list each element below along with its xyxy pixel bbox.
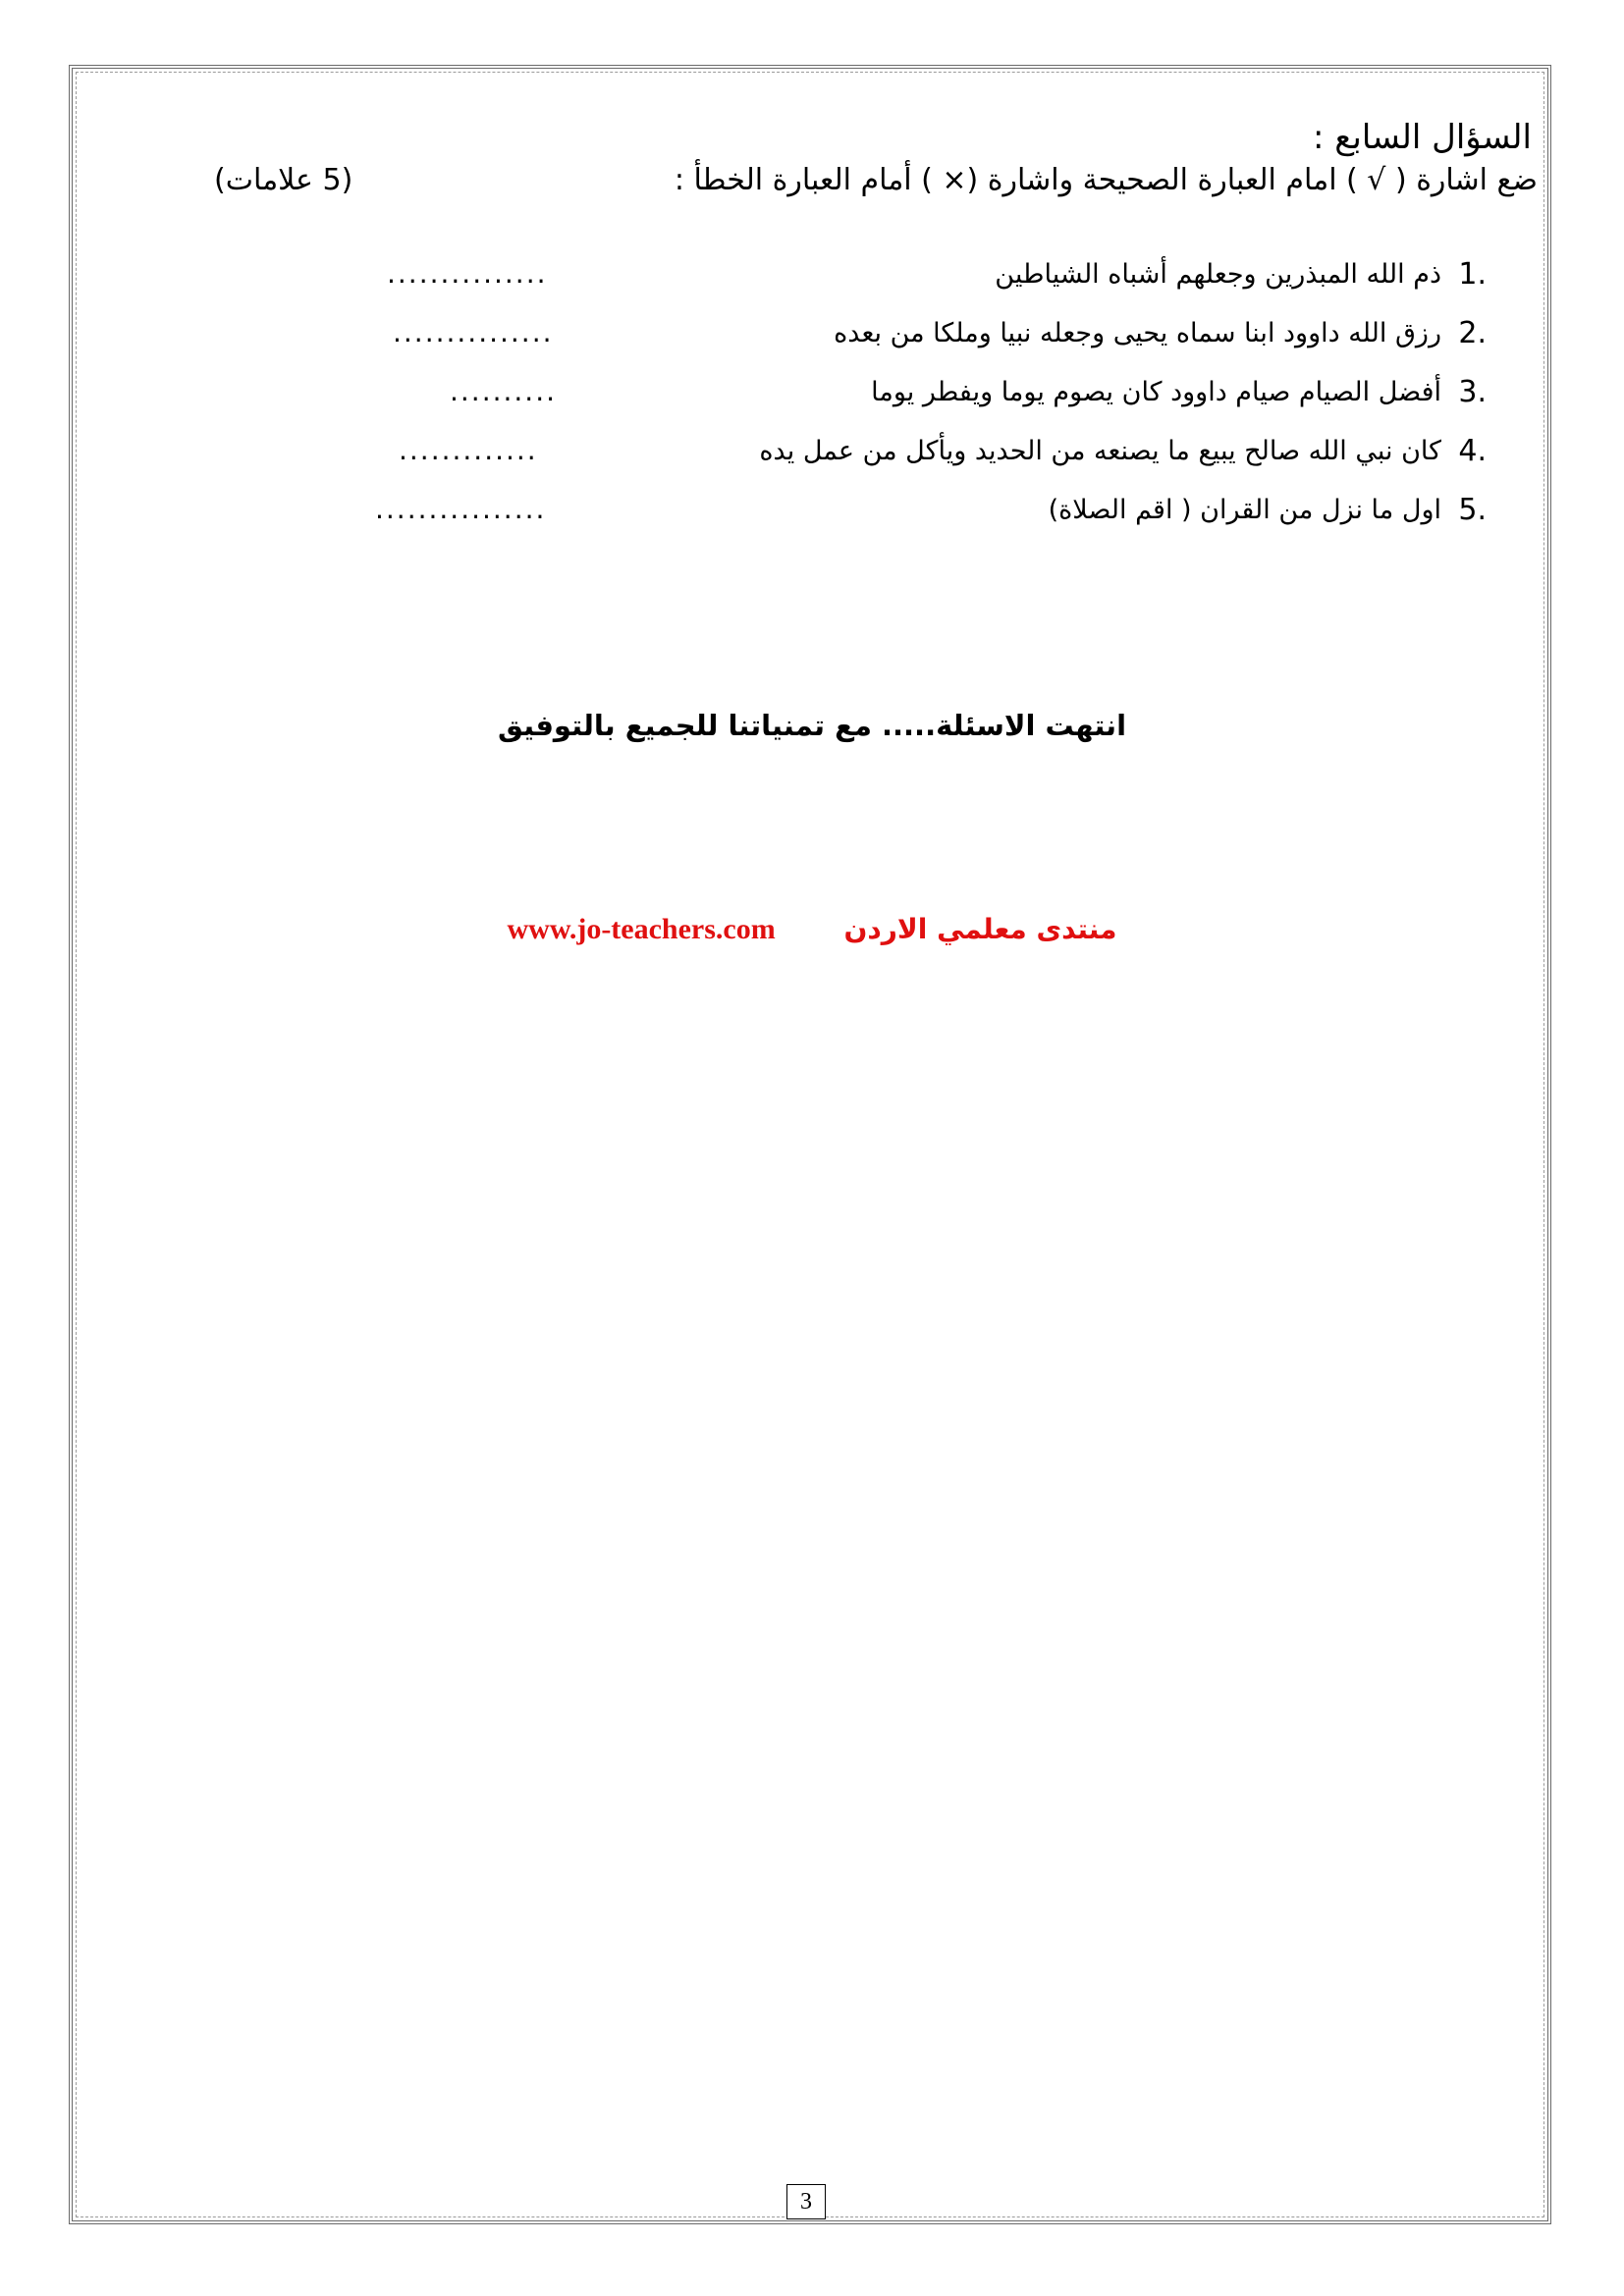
- site-url-link[interactable]: www.jo-teachers.com: [507, 913, 776, 945]
- question-marks: (5 علامات): [214, 163, 353, 197]
- closing-message: انتهت الاسئلة..... مع تمنياتنا للجميع بالتوفيق: [497, 709, 1127, 742]
- answer-blank[interactable]: ...............: [393, 316, 554, 348]
- statement-item: [387, 257, 1487, 316]
- question-title: السؤال السابع :: [1313, 118, 1532, 157]
- statement-text: أفضل الصيام صيام داوود كان يصوم يوما ويفطر يوما: [871, 377, 1441, 407]
- statement-text: كان نبي الله صالح يبيع ما يصنعه من الحديد ويأكل من عمل يده: [759, 436, 1441, 466]
- statement-number: 2.: [1458, 316, 1487, 350]
- statement-number: 4.: [1458, 434, 1487, 468]
- statement-item: [387, 375, 1487, 434]
- statement-number: 3.: [1458, 375, 1487, 409]
- statement-number: 5.: [1458, 493, 1487, 527]
- statement-list: [375, 257, 1487, 552]
- answer-blank[interactable]: ...............: [387, 257, 548, 290]
- footer-credit: [0, 913, 1624, 946]
- statement-text: رزق الله داوود ابنا سماه يحيى وجعله نبيا وملكا من بعده: [834, 318, 1441, 348]
- statement-number: 1.: [1458, 257, 1487, 292]
- statement-item: [387, 434, 1487, 493]
- page-number: 3: [786, 2184, 826, 2219]
- question-instruction: ضع اشارة ( √ ) امام العبارة الصحيحة واشارة (× ) أمام العبارة الخطأ :: [674, 163, 1538, 197]
- site-name: منتدى معلمي الاردن: [843, 913, 1117, 945]
- answer-blank[interactable]: ..........: [450, 375, 558, 407]
- statement-item: [387, 316, 1487, 375]
- answer-blank[interactable]: ................: [375, 493, 547, 525]
- answer-blank[interactable]: .............: [399, 434, 538, 466]
- statement-item: [375, 493, 1487, 552]
- statement-text: اول ما نزل من القران ( اقم الصلاة): [1048, 495, 1441, 525]
- statement-text: ذم الله المبذرين وجعلهم أشباه الشياطين: [995, 259, 1441, 290]
